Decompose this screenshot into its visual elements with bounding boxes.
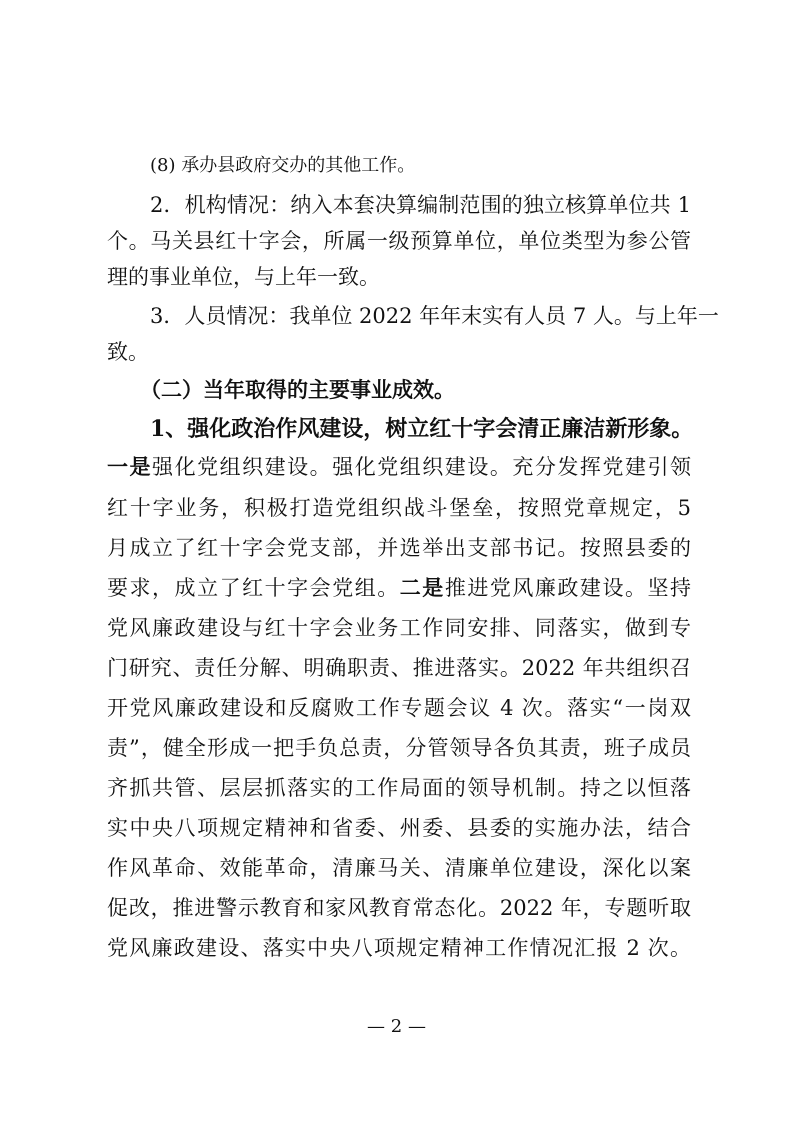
paragraph-text: 强化党组织建设。强化党组织建设。充分发挥党建引领	[152, 455, 692, 479]
paragraph-line: 理的事业单位，与上年一致。	[107, 265, 380, 289]
paragraph-line: 致。	[107, 340, 149, 364]
paragraph-line: 月成立了红十字会党支部，并选举出支部书记。按照县委的	[107, 536, 691, 560]
paragraph-line: 门研究、责任分解、明确职责、推进落实。2022 年共组织召	[107, 656, 691, 680]
paragraph-line: 3．人员情况：我单位 2022 年年末实有人员 7 人。与上年一	[150, 304, 719, 328]
paragraph-line: 作风革命、效能革命，清廉马关、清廉单位建设，深化以案	[107, 856, 691, 880]
emphasis-ershi: 二是	[399, 575, 445, 600]
paragraph-line: 个。马关县红十字会，所属一级预算单位，单位类型为参公管	[107, 229, 691, 253]
emphasis-yishi: 一是	[107, 454, 153, 479]
paragraph-line	[107, 570, 691, 606]
list-item-8: (8) 承办县政府交办的其他工作。	[150, 155, 416, 176]
paragraph-text: 推进党风廉政建设。坚持	[444, 576, 692, 600]
paragraph-text: 要求，成立了红十字会党组。	[107, 576, 400, 600]
paragraph-line: 党风廉政建设与红十字会业务工作同安排、同落实，做到专	[107, 616, 691, 640]
paragraph-line: 促改，推进警示教育和家风教育常态化。2022 年，专题听取	[107, 896, 691, 920]
paragraph-line: 开党风廉政建设和反腐败工作专题会议 4 次。落实“一岗双	[107, 696, 691, 720]
paragraph-line: 红十字业务，积极打造党组织战斗堡垒，按照党章规定，5	[107, 496, 691, 520]
paragraph-line: 责”，健全形成一把手负总责，分管领导各负其责，班子成员	[107, 736, 691, 760]
paragraph-line: 党风廉政建设、落实中央八项规定精神工作情况汇报 2 次。	[107, 936, 691, 960]
page-number: — 2 —	[367, 1016, 426, 1037]
section-heading: （二）当年取得的主要事业成效。	[140, 377, 455, 402]
paragraph-line	[107, 449, 691, 485]
paragraph-line: 实中央八项规定精神和省委、州委、县委的实施办法，结合	[107, 816, 691, 840]
subsection-heading: 1、强化政治作风建设，树立红十字会清正廉洁新形象。	[150, 416, 694, 442]
paragraph-line: 齐抓共管、层层抓落实的工作局面的领导机制。持之以恒落	[107, 776, 691, 800]
paragraph-line: 2．机构情况：纳入本套决算编制范围的独立核算单位共 1	[150, 193, 691, 217]
